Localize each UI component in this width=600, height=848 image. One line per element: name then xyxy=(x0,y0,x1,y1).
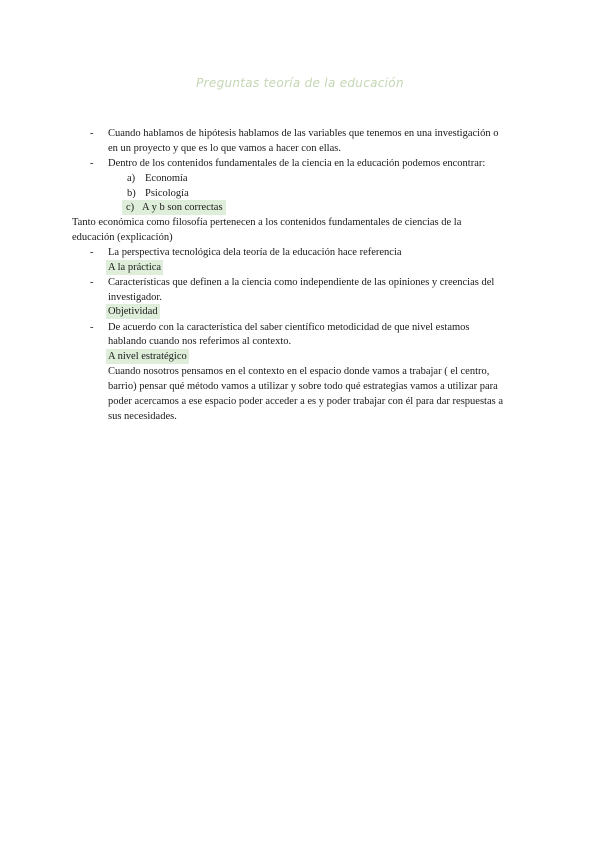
page-title: Preguntas teoría de la educación xyxy=(196,76,404,90)
explanation-line-2: educación (explicación) xyxy=(72,232,173,243)
option-c-label: A y b son correctas xyxy=(142,202,223,213)
bullet-dash: - xyxy=(90,277,94,288)
bullet-dash: - xyxy=(90,322,94,333)
answer-3-highlight: A la práctica xyxy=(108,262,162,273)
answer-4-highlight: Objetividad xyxy=(108,306,158,317)
question-1-line-1: Cuando hablamos de hipótesis hablamos de las variables que tenemos en una investigación o xyxy=(108,128,499,139)
bullet-dash: - xyxy=(90,247,94,258)
question-4-line-1: Características que definen a la ciencia como independiente de las opiniones y creencias del xyxy=(108,277,495,288)
explanation-line-1: Tanto económica como filosofía pertenecen a los contenidos fundamentales de ciencias de la xyxy=(72,217,462,228)
option-c-highlight xyxy=(122,200,226,215)
option-a-marker: a) xyxy=(127,173,136,184)
question-2-text: Dentro de los contenidos fundamentales de la ciencia en la educación podemos encontrar: xyxy=(108,158,486,169)
answer-5-explanation-line-1: Cuando nosotros pensamos en el contexto en el espacio donde vamos a trabajar ( el centro, xyxy=(108,366,490,377)
question-5-line-1: De acuerdo con la característica del saber científico metodicidad de que nivel estamos xyxy=(108,322,470,333)
option-b-marker: b) xyxy=(127,188,136,199)
question-1-line-2: en un proyecto y que es lo que vamos a hacer con ellas. xyxy=(108,143,341,154)
option-a-label: Economía xyxy=(145,173,188,184)
bullet-dash: - xyxy=(90,158,94,169)
answer-5-explanation-line-4: sus necesidades. xyxy=(108,411,177,422)
question-4-line-2: investigador. xyxy=(108,292,162,303)
option-c-marker: c) xyxy=(126,202,135,213)
bullet-dash: - xyxy=(90,128,94,139)
question-3-text: La perspectiva tecnológica dela teoría de la educación hace referencia xyxy=(108,247,402,258)
question-5-line-2: hablando cuando nos referimos al contexto. xyxy=(108,336,292,347)
answer-5-explanation-line-2: barrio) pensar qué método vamos a utilizar y sobre todo qué estrategias vamos a utilizar para xyxy=(108,381,498,392)
answer-5-explanation-line-3: poder acercamos a ese espacio poder acceder a es y poder trabajar con él para dar respuestas a xyxy=(108,396,503,407)
answer-5-highlight: A nivel estratégico xyxy=(108,351,187,362)
option-b-label: Psicología xyxy=(145,188,189,199)
